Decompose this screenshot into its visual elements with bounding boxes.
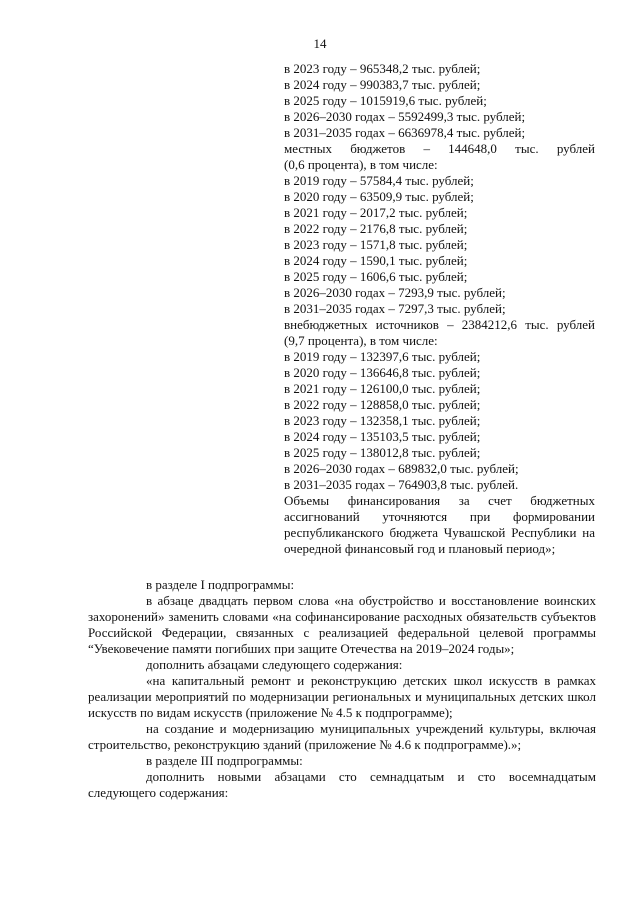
extrabudget-line: в 2022 году – 128858,0 тыс. рублей; [284, 397, 481, 412]
local-line: в 2020 году – 63509,9 тыс. рублей; [284, 189, 474, 204]
local-line: в 2025 году – 1606,6 тыс. рублей; [284, 269, 468, 284]
local-budget-header-cont: (0,6 процента), в том числе: [284, 157, 438, 172]
republic-line: в 2031–2035 годах – 6636978,4 тыс. рублей; [284, 125, 526, 140]
local-line: в 2031–2035 годах – 7297,3 тыс. рублей; [284, 301, 506, 316]
local-line: в 2024 году – 1590,1 тыс. рублей; [284, 253, 468, 268]
extrabudget-line: в 2020 году – 136646,8 тыс. рублей; [284, 365, 481, 380]
extrabudget-line: в 2031–2035 годах – 764903,8 тыс. рублей. [284, 477, 519, 492]
republic-line: в 2024 году – 990383,7 тыс. рублей; [284, 77, 481, 92]
body-paragraph: дополнить абзацами следующего содержания: [146, 657, 403, 672]
local-budget-header: местных бюджетов – 144648,0 тыс. рублей [284, 141, 595, 156]
extrabudget-line: в 2023 году – 132358,1 тыс. рублей; [284, 413, 481, 428]
extrabudget-line: в 2019 году – 132397,6 тыс. рублей; [284, 349, 481, 364]
local-line: в 2023 году – 1571,8 тыс. рублей; [284, 237, 468, 252]
local-line: в 2026–2030 годах – 7293,9 тыс. рублей; [284, 285, 506, 300]
amendments-block [88, 577, 596, 801]
extrabudget-header: внебюджетных источников – 2384212,6 тыс. рублей [284, 317, 595, 332]
body-paragraph: в абзаце двадцать первом слова «на обустройство и восстановление воинских захоронений» заменить словами «на софинансирование расходных обязательств субъектов Российской Федерации, связанных с реализацией федеральной целевой программы “Увековечение памяти погибших при защите Отечества на 2019–2024 годы»; [88, 593, 596, 656]
local-line: в 2019 году – 57584,4 тыс. рублей; [284, 173, 474, 188]
local-line: в 2021 году – 2017,2 тыс. рублей; [284, 205, 468, 220]
extrabudget-line: в 2025 году – 138012,8 тыс. рублей; [284, 445, 481, 460]
body-paragraph: на создание и модернизацию муниципальных учреждений культуры, включая строительство, реконструкцию зданий (приложение № 4.6 к подпрограмме).»; [88, 721, 596, 752]
page-number: 14 [313, 36, 327, 51]
republic-line: в 2023 году – 965348,2 тыс. рублей; [284, 61, 481, 76]
local-line: в 2022 году – 2176,8 тыс. рублей; [284, 221, 468, 236]
body-paragraph: в разделе III подпрограммы: [146, 753, 303, 768]
republic-line: в 2025 году – 1015919,6 тыс. рублей; [284, 93, 487, 108]
extrabudget-line: в 2026–2030 годах – 689832,0 тыс. рублей; [284, 461, 519, 476]
extrabudget-header-cont: (9,7 процента), в том числе: [284, 333, 438, 348]
financing-block [284, 61, 595, 557]
body-paragraph: дополнить новыми абзацами сто семнадцатым и сто восемнадцатым следующего содержания: [88, 769, 596, 800]
republic-line: в 2026–2030 годах – 5592499,3 тыс. рублей; [284, 109, 526, 124]
extrabudget-line: в 2024 году – 135103,5 тыс. рублей; [284, 429, 481, 444]
extrabudget-line: в 2021 году – 126100,0 тыс. рублей; [284, 381, 481, 396]
financing-closing-paragraph: Объемы финансирования за счет бюджетных ассигнований уточняются при формировании республиканского бюджета Чувашской Республики на очередной финансовый год и плановый период»; [284, 493, 595, 556]
body-paragraph: в разделе I подпрограммы: [146, 577, 295, 592]
body-paragraph: «на капитальный ремонт и реконструкцию детских школ искусств в рамках реализации мероприятий по модернизации региональных и муниципальных детских школ искусств по видам искусств (приложение № 4.5 к подпрограмме); [88, 673, 596, 720]
